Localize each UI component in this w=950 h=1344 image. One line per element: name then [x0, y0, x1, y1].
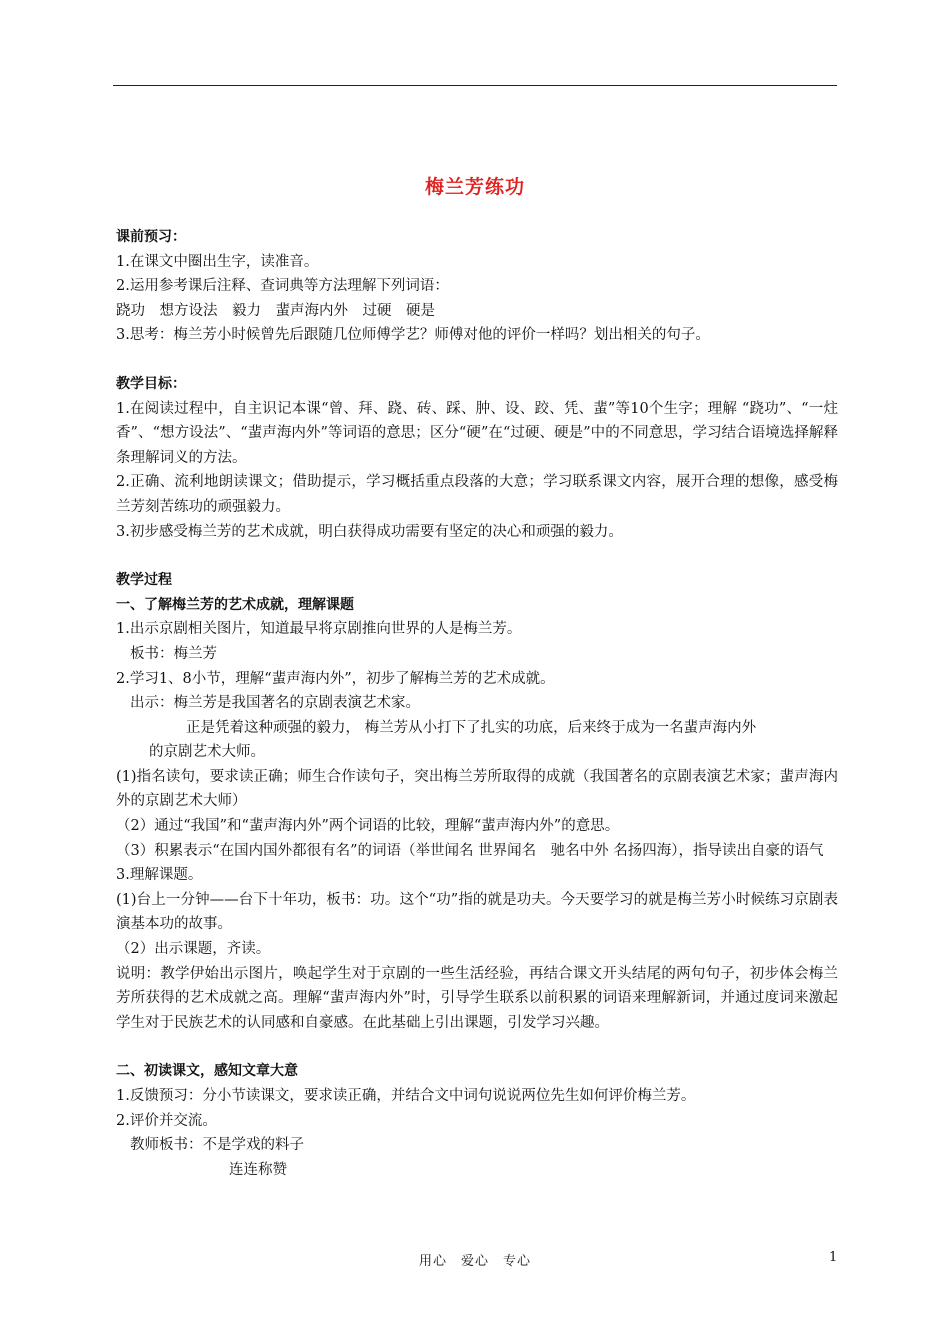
- part1-line: (1)指名读句，要求读正确；师生合作读句子，突出梅兰芳所取得的成就（我国著名的京剧表演艺术家；蜚声海内外的京剧艺术大师）: [116, 768, 838, 810]
- goal-item: 3.初步感受梅兰芳的艺术成就，明白获得成功需要有坚定的决心和顽强的毅力。: [116, 523, 623, 540]
- preview-item: 1.在课文中圈出生字，读准音。: [116, 253, 319, 270]
- part1-line: 1.出示京剧相关图片，知道最早将京剧推向世界的人是梅兰芳。: [116, 621, 522, 638]
- goal-item: 1.在阅读过程中，自主识记本课“曾、拜、跷、砖、踩、肿、设、跤、凭、蜚”等10个生字；理解 “跷功”、“一炷香”、“想方设法”、“蜚声海内外”等词语的意思；区分“硬”在“过硬、硬是”中的不同意思，学习结合语境选择解释条理解词义的方法。: [116, 400, 838, 466]
- header-rule: [113, 85, 837, 86]
- quote-line: 正是凭着这种顽强的毅力， 梅兰芳从小打下了扎实的功底，后来终于成为一名蜚声海内外: [186, 719, 757, 736]
- document-body: [116, 225, 838, 1182]
- part2-line: 1.反馈预习：分小节读课文，要求读正确，并结合文中词句说说两位先生如何评价梅兰芳。: [116, 1088, 696, 1104]
- blackboard-note: 板书：梅兰芳: [130, 645, 217, 662]
- blackboard-note: 连连称赞: [229, 1161, 287, 1178]
- footer-motto: 用心 爱心 专心: [418, 1254, 531, 1269]
- goals-heading: 教学目标：: [116, 375, 186, 392]
- part1-line: 3.理解课题。: [116, 867, 203, 884]
- preview-heading: 课前预习：: [116, 229, 186, 245]
- part1-line: (1)台上一分钟——台下十年功，板书：功。这个“功”指的就是功夫。今天要学习的就是梅兰芳小时候练习京剧表演基本功的故事。: [116, 891, 838, 933]
- display-note: 出示：梅兰芳是我国著名的京剧表演艺术家。: [130, 695, 420, 712]
- part1-explanation: 说明：教学伊始出示图片，唤起学生对于京剧的一些生活经验，再结合课文开头结尾的两句句子，初步体会梅兰芳所获得的艺术成就之高。理解“蜚声海内外”时，引导学生联系以前积累的词语来理解新词，并通过度词来激起学生对于民族艺术的认同感和自豪感。在此基础上引出课题，引发学习兴趣。: [116, 965, 838, 1031]
- quote-line: 的京剧艺术大师。: [149, 744, 265, 761]
- goal-item: 2.正确、流利地朗读课文；借助提示，学习概括重点段落的大意；学习联系课文内容，展开合理的想像，感受梅兰芳刻苦练功的顽强毅力。: [116, 474, 838, 515]
- part2-line: 2.评价并交流。: [116, 1112, 217, 1129]
- preview-vocab: 跷功 想方设法 毅力 蜚声海内外 过硬 硬是: [116, 302, 435, 319]
- part1-heading: 一、了解梅兰芳的艺术成就，理解课题: [116, 596, 354, 613]
- part1-line: （2）通过“我国”和“蜚声海内外”两个词语的比较，理解“蜚声海内外”的意思。: [116, 818, 620, 835]
- preview-item: 2.运用参考课后注释、查词典等方法理解下列词语：: [116, 278, 449, 295]
- part1-line: （3）积累表示“在国内国外都很有名”的词语（举世闻名 世界闻名 驰名中外 名扬四海），指导读出自豪的语气: [116, 842, 824, 859]
- page-number: 1: [829, 1250, 838, 1265]
- part2-heading: 二、初读课文，感知文章大意: [116, 1063, 298, 1080]
- blackboard-note: 教师板书：不是学戏的料子: [130, 1137, 304, 1154]
- process-heading: 教学过程: [116, 572, 172, 589]
- part1-line: 2.学习1、8小节，理解“蜚声海内外”，初步了解梅兰芳的艺术成就。: [116, 670, 555, 687]
- part1-line: （2）出示课题，齐读。: [116, 941, 271, 958]
- preview-item: 3.思考：梅兰芳小时候曾先后跟随几位师傅学艺？师傅对他的评价一样吗？划出相关的句子。: [116, 327, 710, 344]
- document-title: 梅兰芳练功: [424, 176, 525, 198]
